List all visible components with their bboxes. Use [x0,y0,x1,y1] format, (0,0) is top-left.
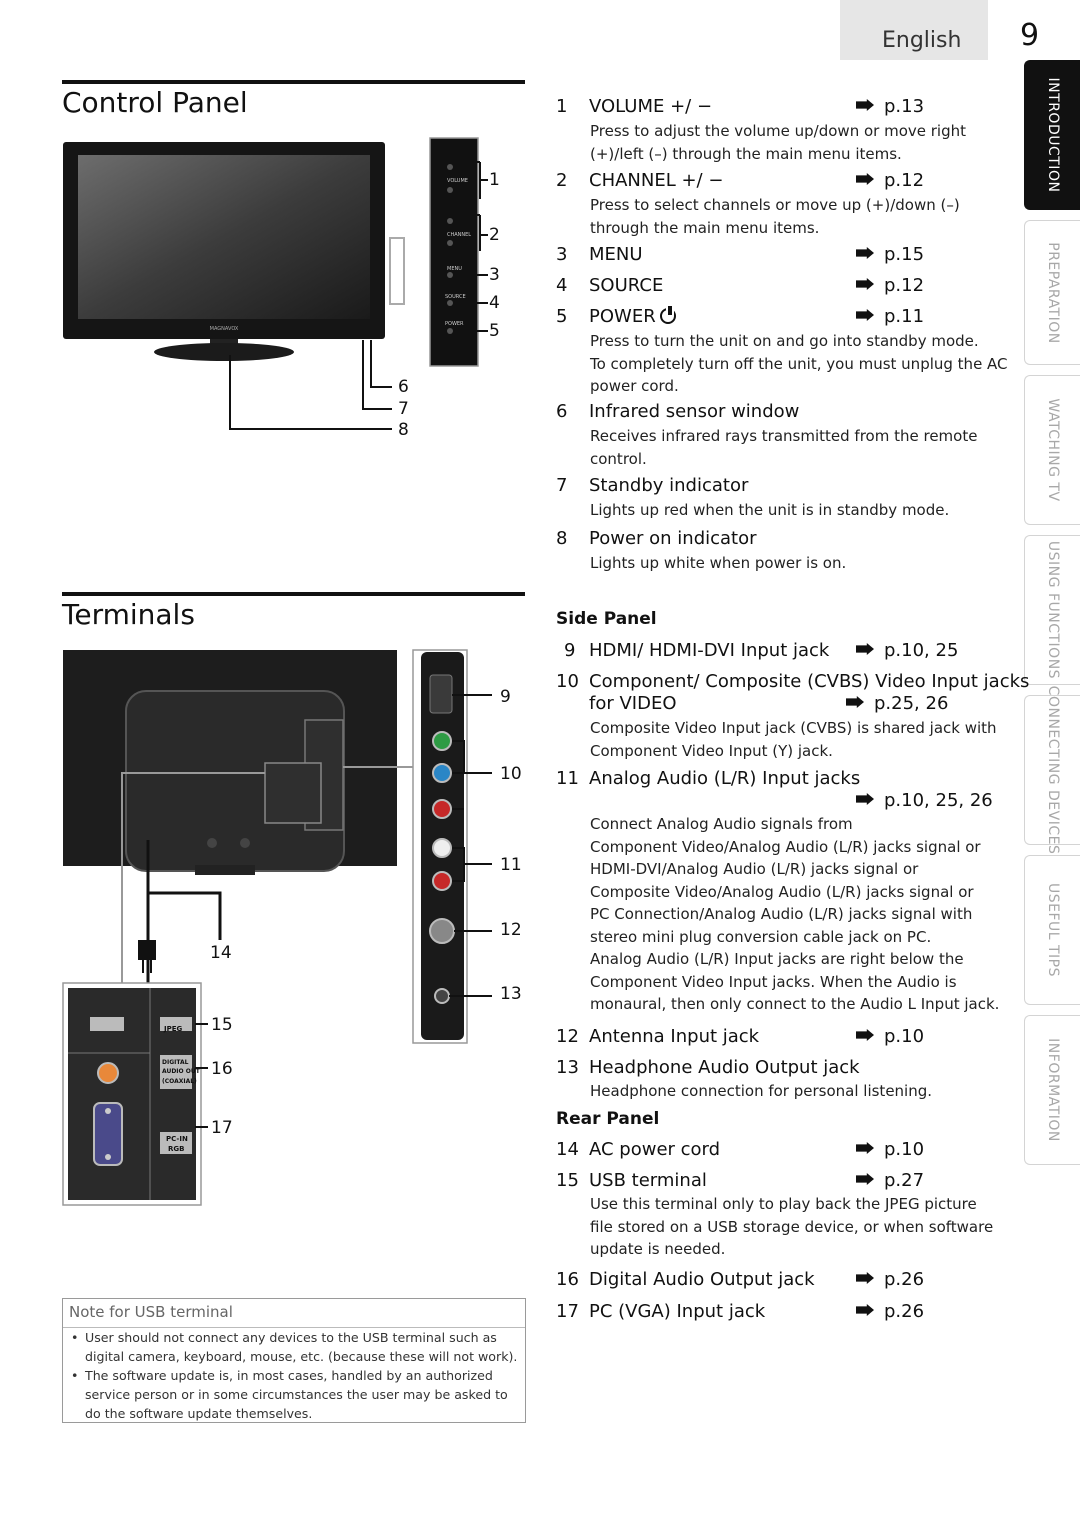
entry-num: 16 [556,1269,579,1290]
entry-title: Infrared sensor window [589,401,800,422]
side-tab-label: INFORMATION [1044,1038,1061,1142]
entry-desc: Lights up white when power is on. [590,554,847,572]
label-rgb: RGB [168,1145,185,1153]
entry-source [556,275,1016,301]
entry-ac-cord [556,1139,1016,1165]
callout-17: 17 [211,1118,233,1138]
entry-title: SOURCE [589,275,664,296]
label-jpeg: JPEG [164,1025,183,1033]
terminals-rule [62,592,525,596]
entry-num: 10 [556,671,579,692]
entry-component [556,671,1030,767]
entry-ref: p.10, 25 [856,640,958,661]
entry-title: CHANNEL +/ − [589,170,724,191]
arrow-icon [856,1142,874,1154]
panel-label-source: SOURCE [445,294,466,300]
label-pc-in: PC-IN [166,1135,188,1143]
panel-label-volume: VOLUME [447,178,468,184]
entry-title: VOLUME +/ − [589,96,713,117]
svg-text:MAGNAVOX: MAGNAVOX [209,326,239,332]
entry-ref: p.12 [856,170,924,191]
tv-rear-illustration [60,645,530,1215]
entry-title: HDMI/ HDMI-DVI Input jack [589,640,830,661]
entry-title: PC (VGA) Input jack [589,1301,766,1322]
entry-num: 15 [556,1170,579,1191]
usb-note-box [62,1298,526,1423]
entry-ref: p.13 [856,96,924,117]
callout-10: 10 [500,764,522,784]
note-item: • User should not connect any devices to the USB terminal such as digital camera, keyboard, mouse, etc. (because these will not work). [69,1329,521,1367]
entry-desc: Use this terminal only to play back the JPEG picture file stored on a USB storage device, or when software update is needed. [590,1195,994,1258]
panel-label-menu: MENU [447,266,462,272]
callout-2: 2 [489,225,500,245]
entry-menu [556,244,1016,270]
entry-num: 1 [556,96,568,117]
note-divider [63,1327,525,1328]
entry-volume [556,96,1016,166]
entry-num: 14 [556,1139,579,1160]
note-title: Note for USB terminal [69,1303,233,1321]
entry-power [556,306,1016,398]
side-tab-preparation[interactable] [1024,220,1080,365]
entry-num: 5 [556,306,568,327]
control-panel-rule [62,80,525,84]
entry-hdmi [556,640,1016,666]
entry-usb [556,1170,1016,1265]
side-tab-watching-tv[interactable] [1024,375,1080,525]
entry-title: Component/ Composite (CVBS) Video Input jacks [589,671,1030,692]
arrow-icon [856,247,874,259]
label-audio-out: AUDIO OUT [162,1068,200,1075]
entry-ref: p.26 [856,1301,924,1322]
entry-title: Digital Audio Output jack [589,1269,815,1290]
entry-num: 17 [556,1301,579,1322]
entry-title: MENU [589,244,643,265]
entry-desc: Composite Video Input jack (CVBS) is shared jack with Component Video Input (Y) jack. [590,719,997,760]
entry-ref: p.10, 25, 26 [856,790,993,811]
arrow-icon [856,1272,874,1284]
entry-antenna [556,1026,1016,1052]
callout-16: 16 [211,1059,233,1079]
side-tab-information[interactable] [1024,1015,1080,1165]
entry-ref: p.11 [856,306,924,327]
side-tab-using-functions[interactable] [1024,535,1080,685]
entry-title: Standby indicator [589,475,749,496]
entry-desc: Press to turn the unit on and go into standby mode. To completely turn off the unit, you must unplug the AC power cord. [590,332,1008,395]
label-coaxial: (COAXIAL) [162,1078,197,1085]
entry-ref: p.26 [856,1269,924,1290]
entry-num: 3 [556,244,568,265]
terminals-heading: Terminals [62,598,195,631]
panel-label-power: POWER [445,321,464,327]
side-tab-label: USEFUL TIPS [1044,882,1061,978]
entry-num: 2 [556,170,568,191]
entry-digital-audio [556,1269,1016,1295]
callout-9: 9 [500,687,511,707]
entry-num: 8 [556,528,568,549]
callout-5: 5 [489,321,500,341]
entry-title: Analog Audio (L/R) Input jacks [589,768,861,789]
callout-1: 1 [489,170,500,190]
callout-3: 3 [489,265,500,285]
entry-title: AC power cord [589,1139,721,1160]
arrow-icon [856,1304,874,1316]
side-tab-connecting-devices[interactable] [1024,685,1080,855]
rear-panel-heading: Rear Panel [556,1109,660,1129]
entry-title: Headphone Audio Output jack [589,1057,860,1078]
callout-4: 4 [489,293,500,313]
side-tab-useful-tips[interactable] [1024,855,1080,1005]
arrow-icon [856,309,874,321]
entry-num: 11 [556,768,579,789]
entry-desc: Receives infrared rays transmitted from the remote control. [590,427,978,468]
entry-power-on [556,528,1016,576]
power-icon [660,308,676,324]
arrow-icon [856,1029,874,1041]
entry-desc: Press to select channels or move up (+)/down (–) through the main menu items. [590,196,960,237]
entry-analog-audio [556,768,1016,1023]
entry-ref: p.15 [856,244,924,265]
entry-ref: p.25, 26 [846,693,948,714]
entry-infrared [556,401,1016,471]
page-number: 9 [1020,18,1040,53]
note-list [69,1329,521,1424]
callout-8: 8 [398,420,409,440]
arrow-icon [856,1173,874,1185]
side-tab-label: PREPARATION [1044,241,1061,344]
entry-ref: p.10 [856,1026,924,1047]
entry-num: 13 [556,1057,579,1078]
entry-num: 7 [556,475,568,496]
arrow-icon [846,696,864,708]
entry-ref: p.27 [856,1170,924,1191]
arrow-icon [856,173,874,185]
entry-num: 6 [556,401,568,422]
entry-title: Antenna Input jack [589,1026,760,1047]
side-tab-label: INTRODUCTION [1044,77,1061,193]
side-tab-label: CONNECTING DEVICES [1044,685,1061,855]
control-panel-heading: Control Panel [62,86,248,119]
arrow-icon [856,99,874,111]
side-tab-label: USING FUNCTIONS [1044,540,1061,680]
arrow-icon [856,643,874,655]
note-item: • The software update is, in most cases, handled by an authorized service person or in some circumstances the user may be asked to do the software update themselves. [69,1367,521,1424]
callout-13: 13 [500,984,522,1004]
entry-title-cont: for VIDEO [589,693,677,714]
entry-desc: Press to adjust the volume up/down or move right (+)/left (–) through the main menu items. [590,122,966,163]
entry-channel [556,170,1016,240]
callout-12: 12 [500,920,522,940]
entry-ref: p.10 [856,1139,924,1160]
entry-title: USB terminal [589,1170,707,1191]
label-digital: DIGITAL [162,1059,189,1066]
entry-title: Power on indicator [589,528,757,549]
entry-num: 12 [556,1026,579,1047]
entry-standby [556,475,1016,523]
entry-num: 4 [556,275,568,296]
callout-14: 14 [210,943,232,963]
entry-desc: Headphone connection for personal listening. [590,1082,933,1100]
callout-7: 7 [398,399,409,419]
panel-label-channel: CHANNEL [447,232,472,238]
callout-6: 6 [398,377,409,397]
side-panel-heading: Side Panel [556,609,657,629]
entry-ref: p.12 [856,275,924,296]
entry-headphone [556,1057,1016,1105]
entry-vga [556,1301,1016,1327]
entry-desc: Connect Analog Audio signals from Component Video/Analog Audio (L/R) jacks signal or HDMI-DVI/Analog Audio (L/R) jacks signal or Composite Video/Analog Audio (L/R) jacks signal or PC Connection/Analog Audio (L/R) jacks signal with stereo mini plug conversion cable jack on PC. Analog Audio (L/R) Input jacks are right below the Component Video Input jacks. When the Audio is monaural, then only connect to the Audio L Input jack. [590,815,1000,1013]
callout-11: 11 [500,855,522,875]
arrow-icon [856,793,874,805]
side-tab-introduction[interactable] [1024,60,1080,210]
side-tab-label: WATCHING TV [1044,398,1061,502]
entry-num: 9 [564,640,576,661]
arrow-icon [856,278,874,290]
language-label: English [882,28,962,53]
callout-15: 15 [211,1015,233,1035]
entry-title: POWER [589,306,676,327]
entry-desc: Lights up red when the unit is in standby mode. [590,501,950,519]
